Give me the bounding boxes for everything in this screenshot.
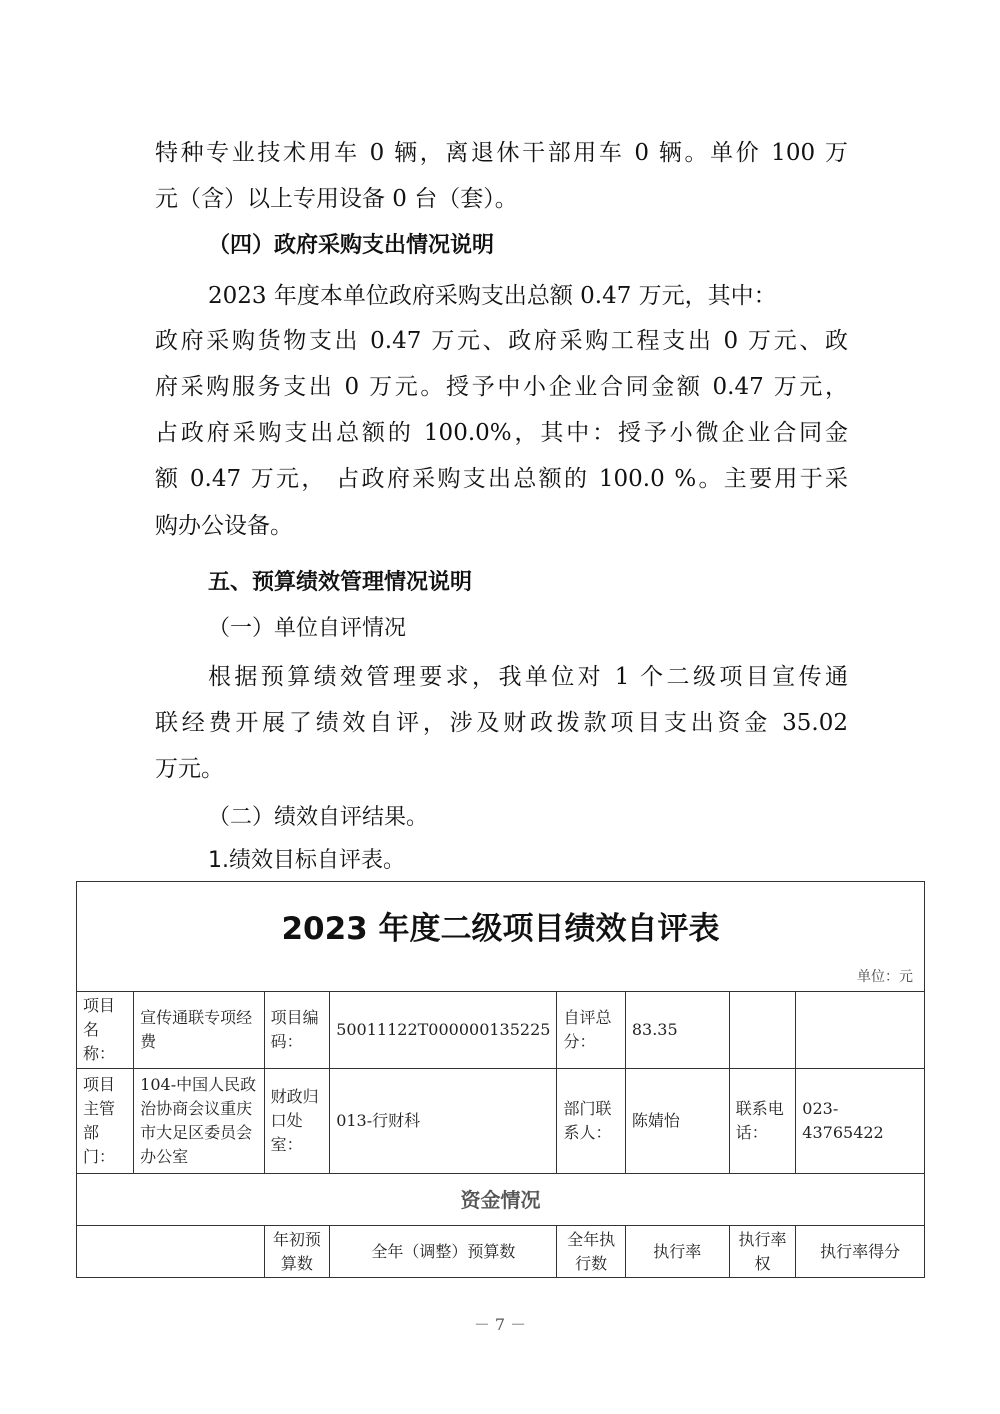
cell-label: 财政归口处室： — [264, 1069, 330, 1174]
cell-value: 50011122T000000135225 — [330, 992, 557, 1069]
table-title: 2023 年度二级项目绩效自评表 — [281, 911, 720, 947]
body-line: 联经费开展了绩效自评，涉及财政拨款项目支出资金 35.02 — [155, 710, 848, 736]
cell-empty — [796, 992, 925, 1069]
table-row — [77, 1226, 925, 1278]
funds-section-title: 资金情况 — [77, 1174, 925, 1226]
body-line: 府采购服务支出 0 万元。授予中小企业合同金额 0.47 万元， — [155, 374, 848, 400]
cell-label: 项目主管部门： — [77, 1069, 134, 1174]
body-line: 元（含）以上专用设备 0 台（套）。 — [155, 186, 518, 212]
cell-value: 013-行财科 — [330, 1069, 557, 1174]
page-number: － 7 － — [473, 1315, 527, 1334]
subsection-heading: （四）政府采购支出情况说明 — [208, 233, 495, 258]
body-line: 根据预算绩效管理要求，我单位对 1 个二级项目宣传通 — [208, 664, 848, 690]
cell-label: 项目名称： — [77, 992, 134, 1069]
table-row — [77, 992, 925, 1069]
column-header: 执行率权 — [729, 1226, 796, 1278]
body-line: 购办公设备。 — [155, 513, 293, 539]
body-line: 额 0.47 万元， 占政府采购支出总额的 100.0 %。主要用于采 — [155, 466, 848, 492]
body-line: 万元。 — [155, 756, 224, 782]
subsection-heading: 1.绩效目标自评表。 — [208, 848, 405, 873]
cell-label: 部门联系人： — [557, 1069, 625, 1174]
cell-value: 023-43765422 — [796, 1069, 925, 1174]
self-eval-table — [76, 991, 925, 1278]
cell-label: 项目编码： — [264, 992, 330, 1069]
cell-label: 自评总分： — [557, 992, 625, 1069]
cell-empty — [729, 992, 796, 1069]
table-unit: 单位：元 — [857, 969, 913, 985]
table-row — [77, 1069, 925, 1174]
cell-label: 联系电话： — [729, 1069, 796, 1174]
body-line: 2023 年度本单位政府采购支出总额 0.47 万元，其中： — [208, 283, 777, 309]
column-header: 执行率得分 — [796, 1226, 925, 1278]
body-line: 特种专业技术用车 0 辆，离退休干部用车 0 辆。单价 100 万 — [155, 140, 848, 166]
column-header: 年初预算数 — [264, 1226, 330, 1278]
column-header: 执行率 — [625, 1226, 729, 1278]
self-eval-table-block — [76, 881, 925, 1281]
cell-value: 83.35 — [625, 992, 729, 1069]
subsection-heading: （二）绩效自评结果。 — [208, 805, 429, 830]
column-header: 全年（调整）预算数 — [330, 1226, 557, 1278]
cell-empty — [77, 1226, 265, 1278]
body-line: 占政府采购支出总额的 100.0%，其中：授予小微企业合同金 — [155, 420, 848, 446]
cell-value: 宣传通联专项经费 — [134, 992, 264, 1069]
body-line: 政府采购货物支出 0.47 万元、政府采购工程支出 0 万元、政 — [155, 328, 848, 354]
cell-value: 104-中国人民政治协商会议重庆市大足区委员会办公室 — [134, 1069, 264, 1174]
section-heading: 五、预算绩效管理情况说明 — [208, 570, 473, 595]
subsection-heading: （一）单位自评情况 — [208, 616, 407, 641]
cell-value: 陈婧怡 — [625, 1069, 729, 1174]
column-header: 全年执行数 — [557, 1226, 625, 1278]
table-row — [77, 1174, 925, 1226]
